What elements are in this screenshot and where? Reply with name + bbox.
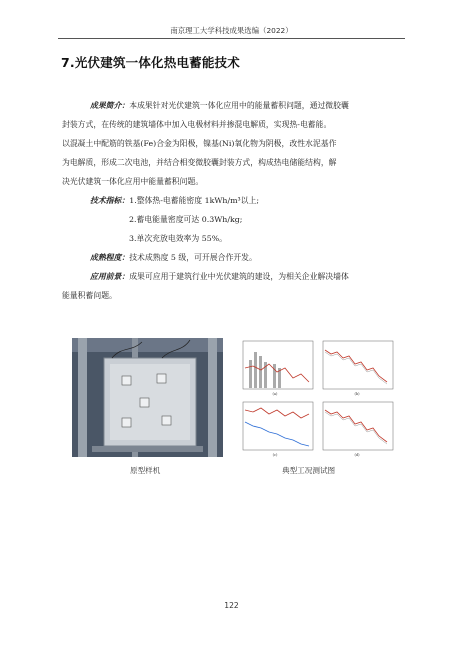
summary-line-3: 以混凝土中配筋的铁基(Fe)合金为阳极，镍基(Ni)氧化物为阴极，改性水泥基作: [62, 139, 337, 148]
summary-line-1: 本成果针对光伏建筑一体化应用中的能量蓄积问题，通过微胶囊: [129, 101, 349, 110]
header-rule: [58, 38, 405, 39]
spec-item-2: 2.蓄电能量密度可达 0.3Wh/kg;: [129, 215, 243, 224]
section-title: 7.光伏建筑一体化热电蓄能技术: [61, 55, 240, 70]
specs-label: 技术指标：: [90, 196, 130, 205]
summary-paragraph: [62, 96, 390, 191]
panel-c-label: (c): [272, 453, 278, 457]
summary-line-4: 为电解质，形成二次电池，并结合相变微胶囊封装方式，构成热电储能结构，解: [62, 158, 337, 167]
prospect-line-1: 成果可应用于建筑行业中光伏建筑的建设，为相关企业解决墙体: [129, 272, 349, 281]
prototype-photo: [72, 338, 223, 457]
charts-caption: 典型工况测试图: [282, 466, 336, 475]
spec-item-1: 1.整体热-电蓄能密度 1kWh/m³以上;: [129, 196, 260, 205]
panel-b-label: (b): [354, 392, 360, 396]
summary-line-2: 封装方式，在传统的建筑墙体中加入电极材料并掺混电解质，实现热-电蓄能。: [62, 120, 332, 129]
body-text: [62, 96, 390, 305]
panel-d-label: (d): [354, 453, 360, 457]
prospect-label: 应用前景：: [90, 272, 130, 281]
summary-label: 成果简介：: [90, 101, 130, 110]
maturity-label: 成熟程度：: [90, 253, 130, 262]
summary-line-5: 决光伏建筑一体化应用中能量蓄积问题。: [62, 177, 204, 186]
panel-d: [323, 402, 393, 457]
test-charts-figure: [239, 338, 398, 458]
panel-a: [243, 341, 313, 396]
photo-caption: 原型样机: [130, 466, 161, 475]
panel-c: [243, 402, 313, 457]
page-number: 122: [224, 601, 239, 610]
prototype-photo-illustration: [72, 338, 223, 457]
panel-b: [323, 341, 393, 396]
maturity-line: [90, 248, 390, 267]
prospect-line-2: 能量积蓄问题。: [62, 291, 117, 300]
test-charts-svg: [239, 338, 398, 458]
panel-a-label: (a): [272, 392, 278, 396]
maturity-text: 技术成熟度 5 级，可开展合作开发。: [129, 253, 257, 262]
prospect-paragraph: [62, 267, 390, 305]
specs-block: [90, 191, 390, 248]
spec-item-3: 3.单次充放电效率为 55%。: [129, 234, 228, 243]
running-header: 南京理工大学科技成果选编（2022）: [170, 26, 293, 35]
